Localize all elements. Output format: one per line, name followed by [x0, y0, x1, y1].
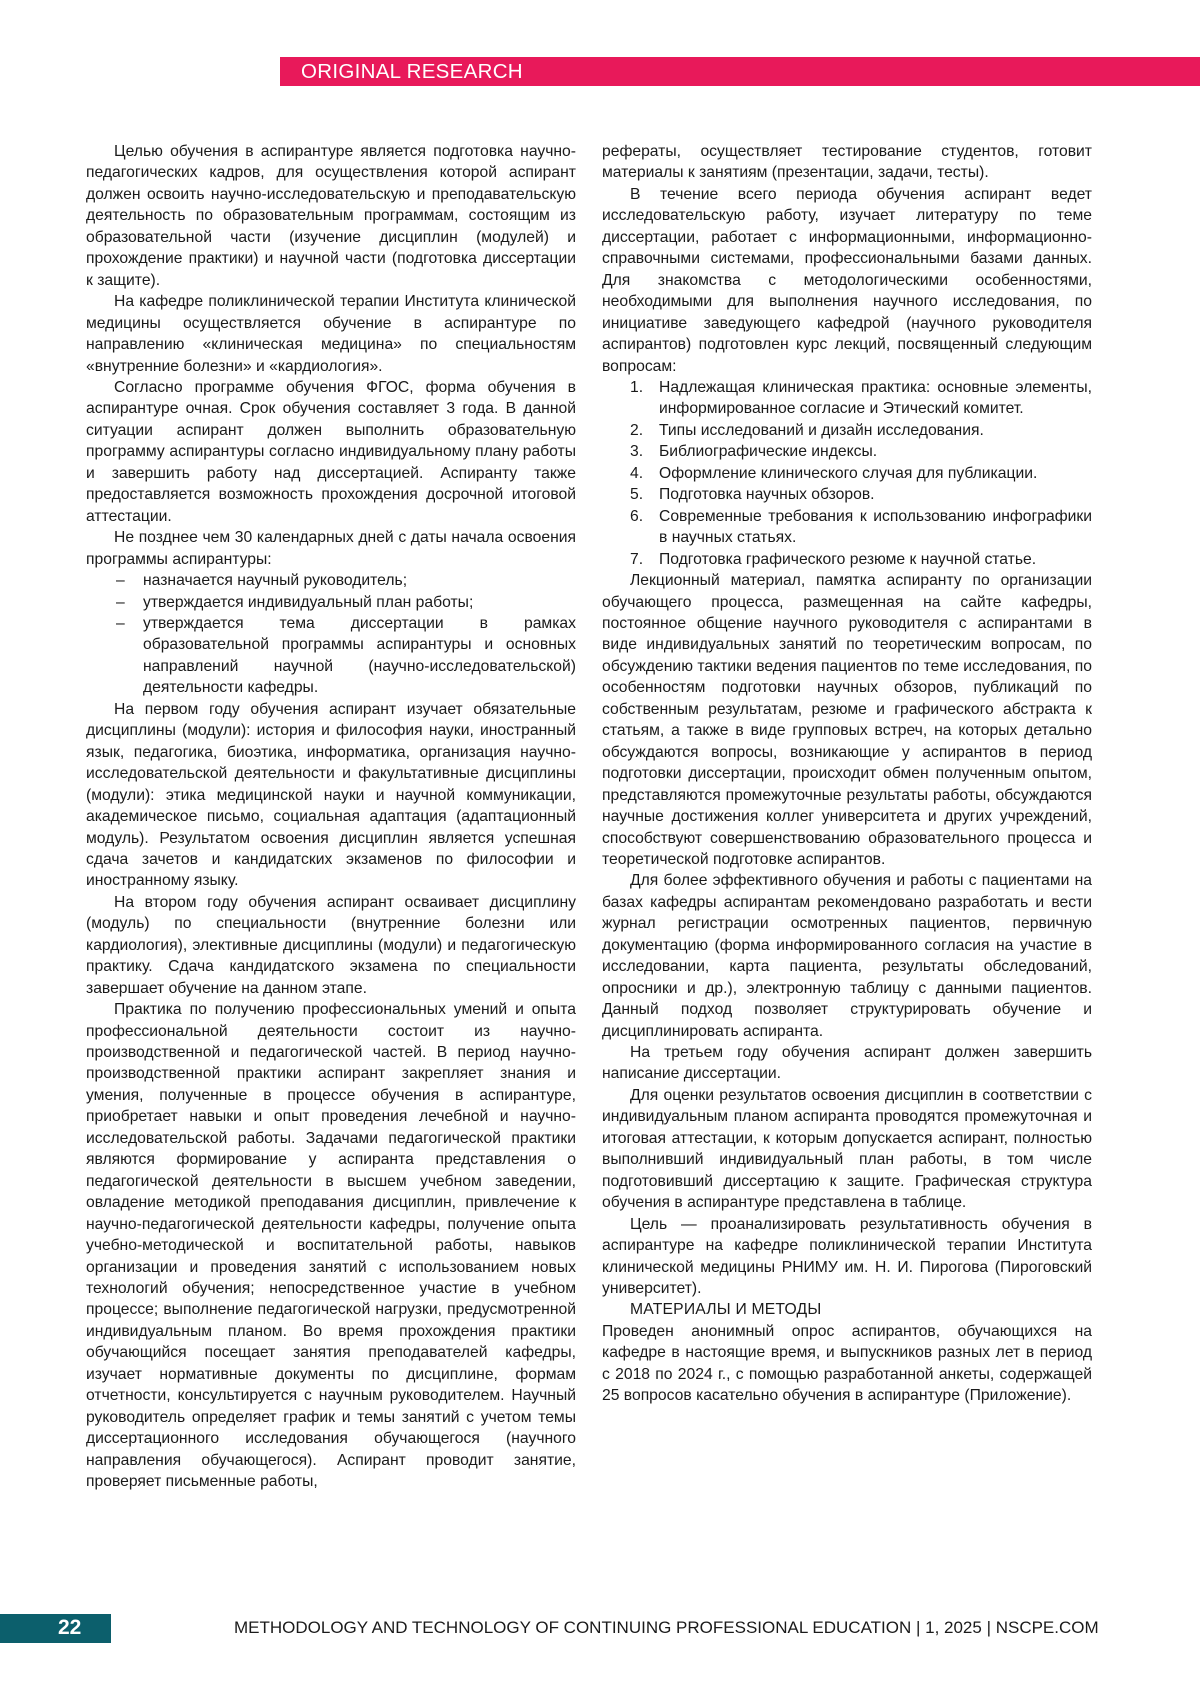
list-number: 5.: [630, 484, 652, 505]
list-item-text: Типы исследований и дизайн исследования.: [659, 422, 984, 439]
list-item-text: Современные требования к использованию инфографики в научных статьях.: [659, 508, 1092, 546]
list-number: 4.: [630, 463, 652, 484]
paragraph: Целью обучения в аспирантуре является подготовка научно-педагогических кадров, для осуществления которой аспирант должен освоить научно-исследовательскую и преподавательскую деятельность по образовательным программам, состоящим из образовательной части (изучение дисциплин (модулей) и прохождение практики) и научной части (подготовка диссертации к защите).: [86, 141, 576, 291]
list-number: 2.: [630, 420, 652, 441]
right-column: [602, 141, 1092, 1407]
list-item: [602, 420, 1092, 441]
dash-marker: –: [116, 613, 125, 634]
page-number-box: [0, 1614, 111, 1643]
paragraph: рефераты, осуществляет тестирование студентов, готовит материалы к занятиям (презентации, задачи, тесты).: [602, 141, 1092, 184]
left-column: [86, 141, 576, 1493]
list-item: [602, 549, 1092, 570]
list-item-text: назначается научный руководитель;: [143, 572, 407, 589]
numbered-list: [602, 377, 1092, 570]
paragraph: Для более эффективного обучения и работы с пациентами на базах кафедры аспирантам рекомендовано разработать и вести журнал регистрации осмотренных пациентов, первичную документацию (форма информированного согласия на участие в исследовании, карта пациента, результаты обследований, опросники и др.), электронную таблицу с данными пациентов. Данный подход позволяет структурировать обучение и дисциплинировать аспиранта.: [602, 870, 1092, 1042]
list-item-text: Оформление клинического случая для публикации.: [659, 465, 1037, 482]
list-item: [86, 613, 576, 699]
paragraph: Практика по получению профессиональных умений и опыта профессиональной деятельности состоит из научно-производственной и педагогической частей. В период научно-производственной практики аспирант закрепляет знания и умения, полученные в процессе обучения в аспирантуре, приобретает навыки и опыт проведения лечебной и научно-исследовательской работы. Задачами педагогической практики являются формирование у аспиранта представления о педагогической деятельности в высшем учебном заведении, овладение методикой преподавания дисциплин, привлечение к научно-педагогической деятельности кафедры, получение опыта учебно-методической и воспитательной работы, навыков организации и проведения занятий с использованием новых технологий обучения; непосредственное участие в учебном процессе; выполнение педагогической нагрузки, предусмотренной индивидуальным планом. Во время прохождения практики обучающийся посещает занятия преподавателей кафедры, изучает нормативные документы по дисциплине, формам отчетности, консультируется с научным руководителем. Научный руководитель определяет график и темы занятий с учетом темы диссертационного исследования обучающегося (научного направления обучающегося). Аспирант проводит занятие, проверяет письменные работы,: [86, 999, 576, 1492]
list-item: [602, 441, 1092, 462]
list-item-text: Надлежащая клиническая практика: основные элементы, информированное согласие и Этический комитет.: [659, 379, 1092, 417]
list-item-text: Библиографические индексы.: [659, 443, 877, 460]
list-item-text: утверждается индивидуальный план работы;: [143, 594, 473, 611]
dash-marker: –: [116, 592, 125, 613]
list-item-text: Подготовка графического резюме к научной статье.: [659, 551, 1036, 568]
section-header-bar: [280, 57, 1200, 86]
list-item-text: утверждается тема диссертации в рамках образовательной программы аспирантуры и основных направлений научной (научно-исследовательской) деятельности кафедры.: [143, 615, 576, 696]
list-item: [602, 463, 1092, 484]
list-item-text: Подготовка научных обзоров.: [659, 486, 875, 503]
dash-marker: –: [116, 570, 125, 591]
page-number: 22: [58, 1616, 81, 1640]
paragraph: Не позднее чем 30 календарных дней с даты начала освоения программы аспирантуры:: [86, 527, 576, 570]
list-number: 3.: [630, 441, 652, 462]
journal-footer: METHODOLOGY AND TECHNOLOGY OF CONTINUING PROFESSIONAL EDUCATION | 1, 2025 | NSCPE.COM: [234, 1618, 1089, 1638]
paragraph: Согласно программе обучения ФГОС, форма обучения в аспирантуре очная. Срок обучения составляет 3 года. В данной ситуации аспирант должен выполнить образовательную программу аспирантуры согласно индивидуальному плану работы и завершить работу над диссертацией. Аспиранту также предоставляется возможность прохождения досрочной итоговой аттестации.: [86, 377, 576, 527]
list-item: [602, 484, 1092, 505]
list-number: 6.: [630, 506, 652, 527]
section-heading: МАТЕРИАЛЫ И МЕТОДЫ: [602, 1299, 1092, 1320]
list-item: [86, 592, 576, 613]
paragraph: На втором году обучения аспирант осваивает дисциплину (модуль) по специальности (внутренние болезни или кардиология), элективные дисциплины (модули) и педагогическую практику. Сдача кандидатского экзамена по специальности завершает обучение на данном этапе.: [86, 892, 576, 999]
list-number: 1.: [630, 377, 652, 398]
paragraph: В течение всего периода обучения аспирант ведет исследовательскую работу, изучает литературу по теме диссертации, работает с информационными, информационно-справочными системами, профессиональными базами данных. Для знакомства с методологическими особенностями, необходимыми для выполнения научного исследования, по инициативе заведующего кафедрой (научного руководителя аспирантов) подготовлен курс лекций, посвященный следующим вопросам:: [602, 184, 1092, 377]
list-number: 7.: [630, 549, 652, 570]
section-label: ORIGINAL RESEARCH: [301, 60, 523, 84]
list-item: [602, 506, 1092, 549]
list-item: [602, 377, 1092, 420]
paragraph: Проведен анонимный опрос аспирантов, обучающихся на кафедре в настоящие время, и выпускников разных лет в период с 2018 по 2024 г., с помощью разработанной анкеты, содержащей 25 вопросов касательно обучения в аспирантуре (Приложение).: [602, 1321, 1092, 1407]
paragraph: Лекционный материал, памятка аспиранту по организации обучающего процесса, размещенная на сайте кафедры, постоянное общение научного руководителя с аспирантами в виде индивидуальных занятий по теоретическим вопросам, по обсуждению тактики ведения пациентов по теме исследования, по особенностям подготовки научных обзоров, публикаций по собственным результатам, резюме и графического абстракта к статьям, а также в виде групповых встреч, на которых детально обсуждаются вопросы, возникающие у аспирантов в период подготовки диссертации, происходит обмен полученным опытом, представляются промежуточные результаты работы, обсуждаются научные достижения коллег университета и других учреждений, способствуют совершенствованию образовательного процесса и теоретической подготовке аспирантов.: [602, 570, 1092, 870]
list-item: [86, 570, 576, 591]
paragraph: На третьем году обучения аспирант должен завершить написание диссертации.: [602, 1042, 1092, 1085]
paragraph: На кафедре поликлинической терапии Института клинической медицины осуществляется обучение в аспирантуре по направлению «клиническая медицина» по специальностям «внутренние болезни» и «кардиология».: [86, 291, 576, 377]
dash-list: [86, 570, 576, 699]
paragraph: Для оценки результатов освоения дисциплин в соответствии с индивидуальным планом аспиранта проводятся промежуточная и итоговая аттестации, к которым допускается аспирант, полностью выполнивший индивидуальный план работы, в том числе подготовивший диссертацию к защите. Графическая структура обучения в аспирантуре представлена в таблице.: [602, 1085, 1092, 1214]
paragraph: Цель — проанализировать результативность обучения в аспирантуре на кафедре поликлинической терапии Института клинической медицины РНИМУ им. Н. И. Пирогова (Пироговский университет).: [602, 1214, 1092, 1300]
paragraph: На первом году обучения аспирант изучает обязательные дисциплины (модули): история и философия науки, иностранный язык, педагогика, биоэтика, информатика, организация научно-исследовательской деятельности и факультативные дисциплины (модули): этика медицинской науки и научной коммуникации, академическое письмо, социальная адаптация (адаптационный модуль). Результатом освоения дисциплин является успешная сдача зачетов и кандидатских экзаменов по философии и иностранному языку.: [86, 699, 576, 892]
